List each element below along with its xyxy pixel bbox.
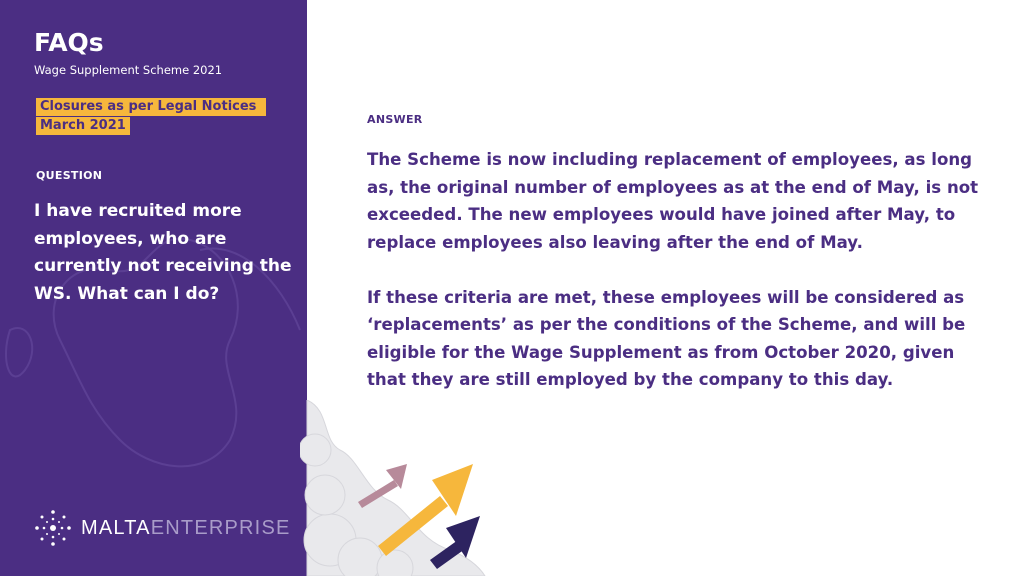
question-label: QUESTION (36, 169, 103, 182)
topic-tag-line: Closures as per Legal Notices (36, 98, 266, 116)
rising-arrows-illustration (300, 400, 500, 576)
page-subtitle: Wage Supplement Scheme 2021 (34, 63, 223, 77)
answer-paragraph: If these criteria are met, these employees will be considered as ‘replacements’ as per the conditions of the Scheme, and will be eligible for the Wage Supplement as from October 2020, given that they are still employed by the company to this day. (367, 287, 966, 389)
page-title: FAQs (34, 28, 104, 57)
answer-paragraph: The Scheme is now including replacement of employees, as long as, the original number of employees as at the end of May, is not exceeded. The new employees would have joined after May, to replace employees also leaving after the end of May. (367, 150, 979, 252)
question-text: I have recruited more employees, who are currently not receiving the WS. What can I do? (34, 201, 292, 304)
logo-word-malta: MALTA (81, 517, 151, 539)
malta-enterprise-logo (34, 509, 291, 547)
star-cluster-logo-icon (34, 509, 72, 547)
topic-tag (36, 98, 266, 136)
answer-label: ANSWER (367, 113, 423, 126)
answer-text (367, 146, 987, 421)
topic-tag-line: March 2021 (36, 117, 130, 135)
logo-word-enterprise: ENTERPRISE (150, 517, 291, 539)
sidebar (0, 0, 307, 576)
